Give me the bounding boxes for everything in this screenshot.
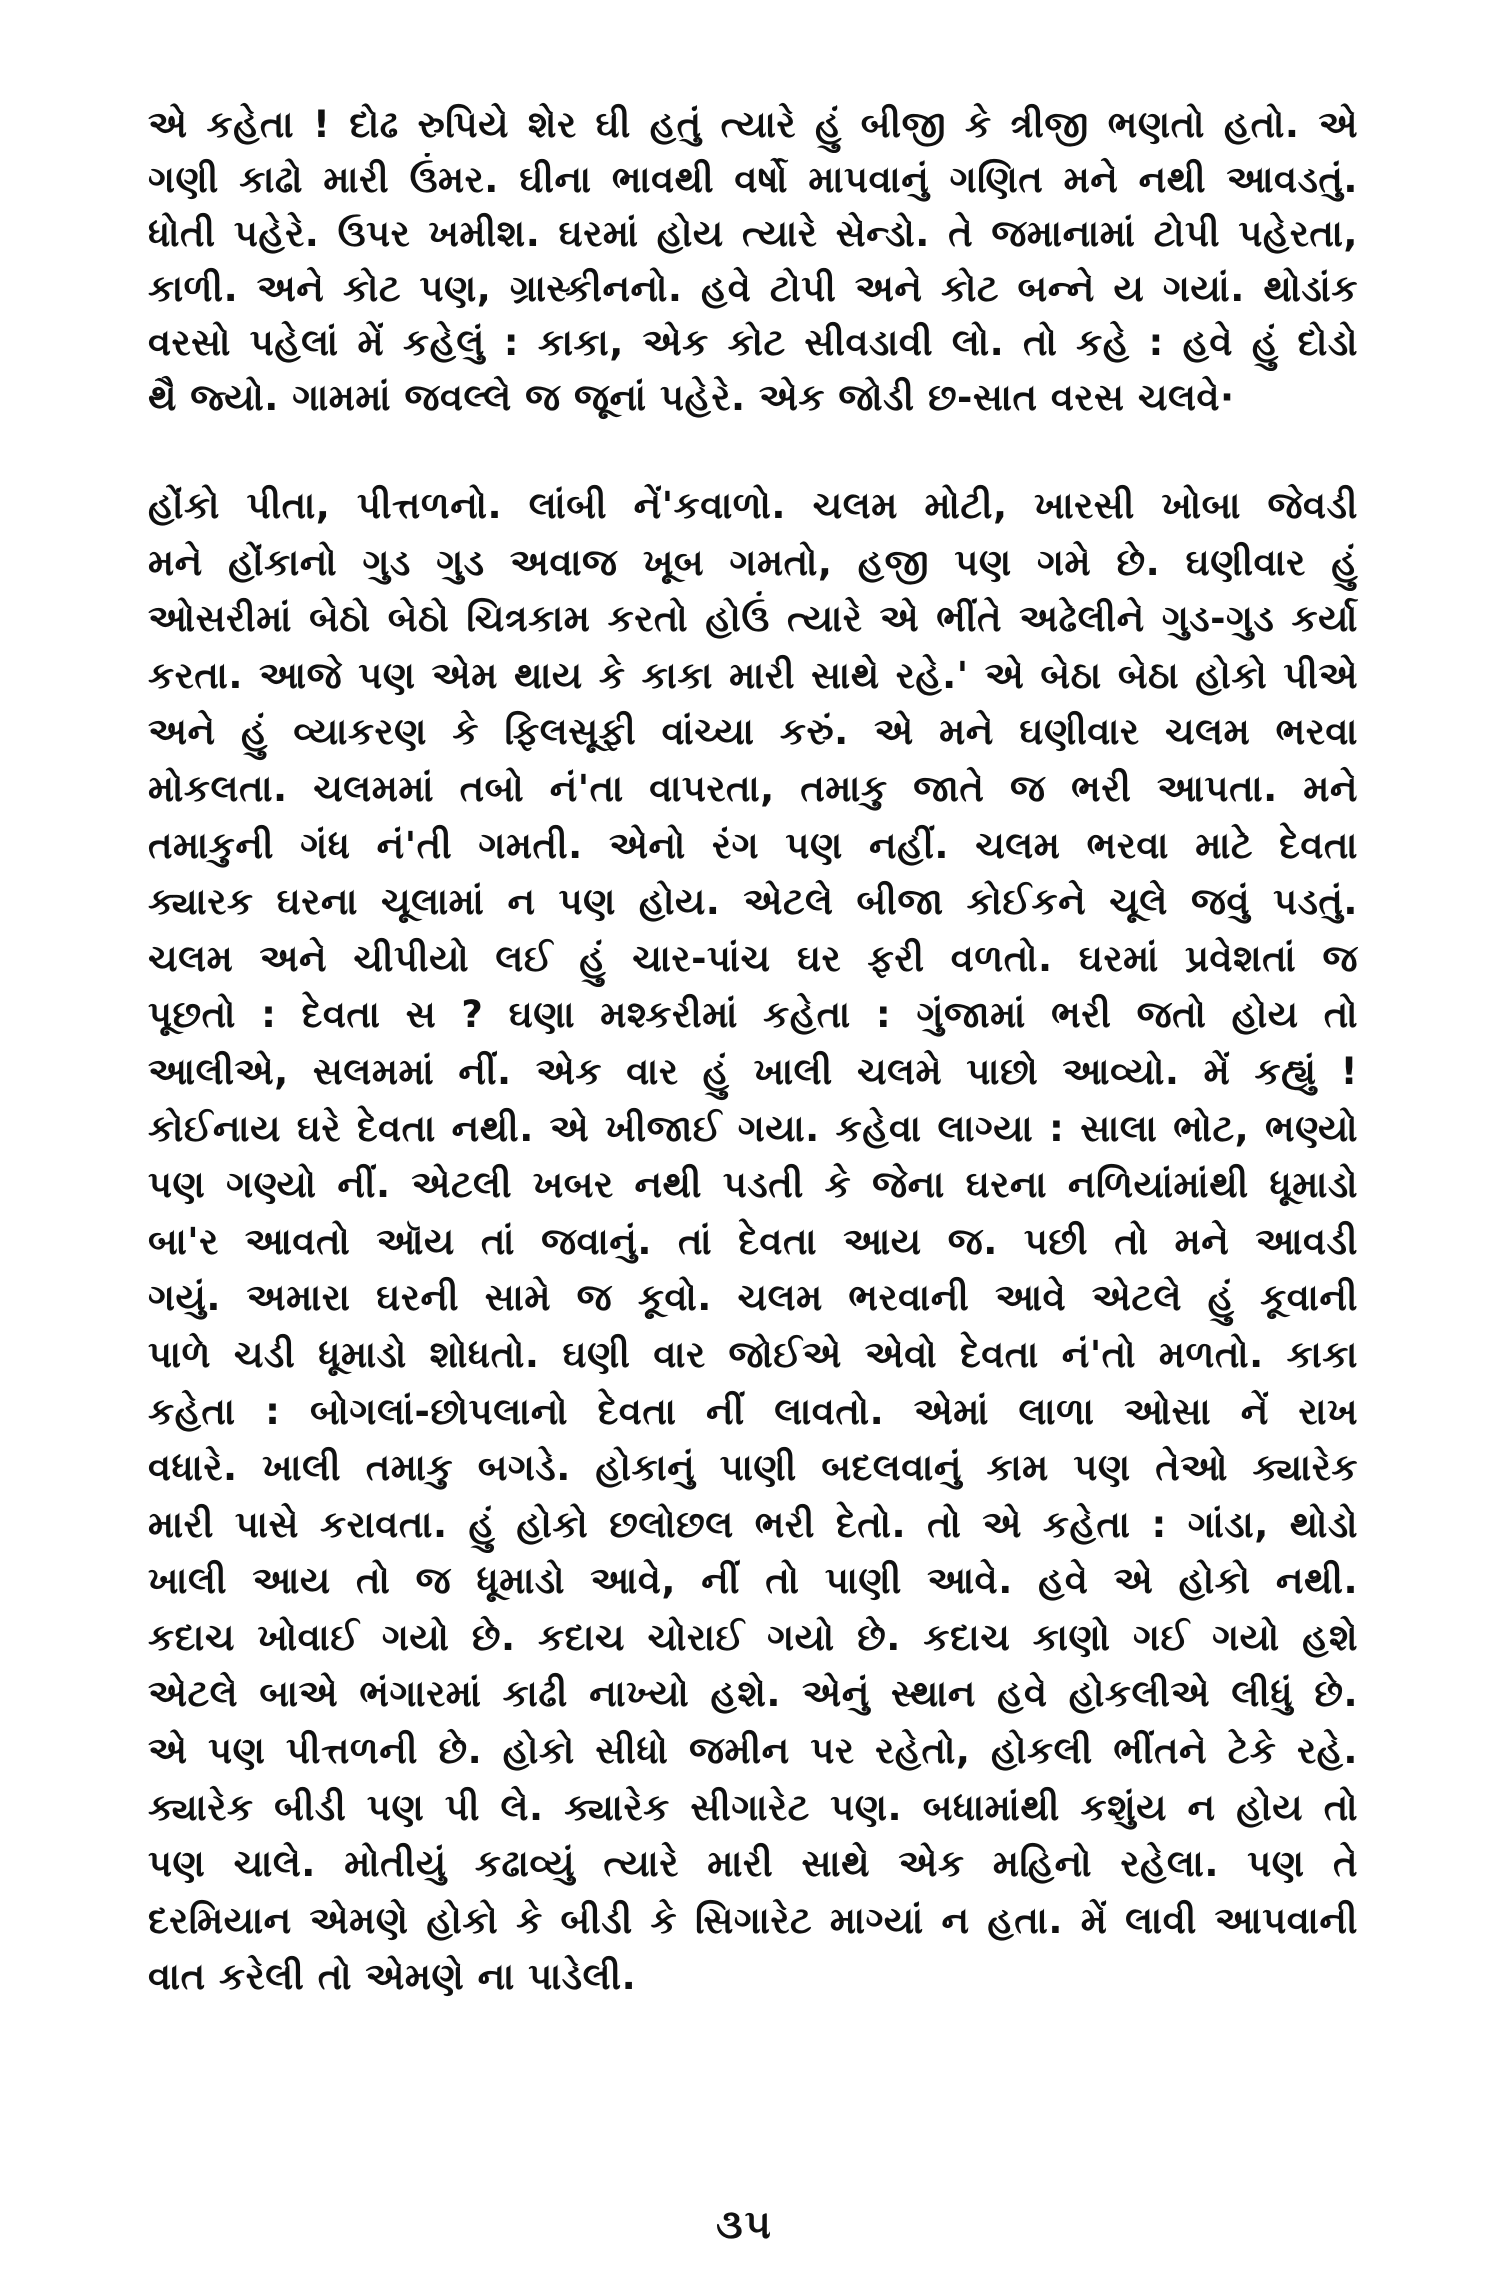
- text-line: એ કહેતા ! દોઢ રુપિયે શેર ઘી હતું ત્યારે હું બીજી કે ત્રીજી ભણતો હતો. એ: [148, 103, 1358, 146]
- text-line: દરમિયાન એમણે હોકો કે બીડી કે સિગારેટ માગ્યાં ન હતા. મેં લાવી આપવાની: [148, 1898, 1358, 1942]
- text-line: મોકલતા. ચલમમાં તબો નં'તા વાપરતા, તમાકુ જાતે જ ભરી આપતા. મને: [148, 766, 1358, 810]
- text-line: આલીએ, સલમમાં નીં. એક વાર હું ખાલી ચલમે પાછો આવ્યો. મેં કહ્યું !: [148, 1049, 1358, 1093]
- text-line: મારી પાસે કરાવતા. હું હોકો છલોછલ ભરી દેતો. તો એ કહેતા : ગાંડા, થોડો: [148, 1502, 1358, 1546]
- text-line: થૈ જ્યો. ગામમાં જવલ્લે જ જૂનાં પહેરે. એક જોડી છ-સાત વરસ ચલવે·: [148, 375, 1235, 419]
- page-number: ૩૫: [716, 2202, 773, 2248]
- text-line: એટલે બાએ ભંગારમાં કાઢી નાખ્યો હશે. એનું સ્થાન હવે હોકલીએ લીધું છે.: [148, 1672, 1358, 1716]
- text-line: ગણી કાઢો મારી ઉંમર. ઘીના ભાવથી વર્ષો માપવાનું ગણિત મને નથી આવડતું.: [148, 157, 1358, 201]
- text-line: એ પણ પીત્તળની છે. હોકો સીધો જમીન પર રહેતો, હોકલી ભીંતને ટેકે રહે.: [148, 1729, 1358, 1773]
- text-line: કાળી. અને કોટ પણ, ગ્રાસ્કીનનો. હવે ટોપી અને કોટ બન્ને ય ગયાં. થોડાંક: [148, 266, 1358, 310]
- paragraph-2: [148, 478, 1358, 2006]
- text-line: પણ ગણ્યો નીં. એટલી ખબર નથી પડતી કે જેના ઘરના નળિયાંમાંથી ધૂમાડો: [148, 1163, 1358, 1207]
- text-line: પૂછતો : દેવતા સ ? ઘણા મશ્કરીમાં કહેતા : ગુંજામાં ભરી જતો હોય તો: [148, 993, 1358, 1037]
- text-line: ક્યારક ઘરના ચૂલામાં ન પણ હોય. એટલે બીજા કોઈકને ચૂલે જવું પડતું.: [148, 880, 1358, 924]
- text-line: ચલમ અને ચીપીયો લઈ હું ચાર-પાંચ ઘર ફરી વળતો. ઘરમાં પ્રવેશતાં જ: [148, 936, 1358, 980]
- text-line: ક્યારેક બીડી પણ પી લે. ક્યારેક સીગારેટ પણ. બધામાંથી કશુંય ન હોય તો: [148, 1785, 1358, 1829]
- text-line: તમાકુની ગંધ નં'તી ગમતી. એનો રંગ પણ નહીં. ચલમ ભરવા માટે દેવતા: [148, 823, 1358, 867]
- text-line: કરતા. આજે પણ એમ થાય કે કાકા મારી સાથે રહે.' એ બેઠા બેઠા હોકો પીએ: [148, 653, 1358, 697]
- text-line: ઓસરીમાં બેઠો બેઠો ચિત્રકામ કરતો હોઉં ત્યારે એ ભીંતે અઢેલીને ગુડ-ગુડ કર્યા: [148, 597, 1358, 641]
- paragraph-1: [148, 98, 1358, 425]
- text-line: ગયું. અમારા ઘરની સામે જ કૂવો. ચલમ ભરવાની આવે એટલે હું કૂવાની: [148, 1276, 1358, 1320]
- text-line: મને હોંકાનો ગુડ ગુડ અવાજ ખૂબ ગમતો, હજી પણ ગમે છે. ઘણીવાર હું: [148, 540, 1358, 584]
- text-line: હોંકો પીતા, પીત્તળનો. લાંબી નેં'કવાળો. ચલમ મોટી, ખારસી ખોબા જેવડી: [148, 484, 1358, 527]
- text-line: વાત કરેલી તો એમણે ના પાડેલી.: [148, 1955, 637, 1999]
- text-line: વધારે. ખાલી તમાકુ બગડે. હોકાનું પાણી બદલવાનું કામ પણ તેઓ ક્યારેક: [148, 1446, 1358, 1490]
- text-line: વરસો પહેલાં મેં કહેલું : કાકા, એક કોટ સીવડાવી લો. તો કહે : હવે હું દોડો: [148, 321, 1358, 364]
- text-line: કહેતા : બોગલાં-છોપલાનો દેવતા નીં લાવતો. એમાં લાળા ઓસા નેં રાખ: [148, 1389, 1358, 1433]
- text-line: ધોતી પહેરે. ઉપર ખમીશ. ઘરમાં હોય ત્યારે સેન્ડો. તે જમાનામાં ટોપી પહેરતા,: [148, 212, 1358, 255]
- text-line: બા'ર આવતો ઑય તાં જવાનું. તાં દેવતા આય જ. પછી તો મને આવડી: [148, 1219, 1358, 1263]
- text-line: પાળે ચડી ધૂમાડો શોધતો. ઘણી વાર જોઈએ એવો દેવતા નં'તો મળતો. કાકા: [148, 1332, 1358, 1376]
- text-line: ખાલી આય તો જ ધૂમાડો આવે, નીં તો પાણી આવે. હવે એ હોકો નથી.: [148, 1559, 1358, 1603]
- text-line: કદાચ ખોવાઈ ગયો છે. કદાચ ચોરાઈ ગયો છે. કદાચ કાણો ગઈ ગયો હશે: [148, 1615, 1358, 1659]
- text-line: પણ ચાલે. મોતીયું કઢાવ્યું ત્યારે મારી સાથે એક મહિનો રહેલા. પણ તે: [148, 1842, 1358, 1886]
- text-line: કોઈનાય ઘરે દેવતા નથી. એ ખીજાઈ ગયા. કહેવા લાગ્યા : સાલા ભોટ, ભણ્યો: [148, 1106, 1358, 1150]
- text-line: અને હું વ્યાકરણ કે ફિલસૂફી વાંચ્યા કરું. એ મને ઘણીવાર ચલમ ભરવા: [148, 710, 1358, 754]
